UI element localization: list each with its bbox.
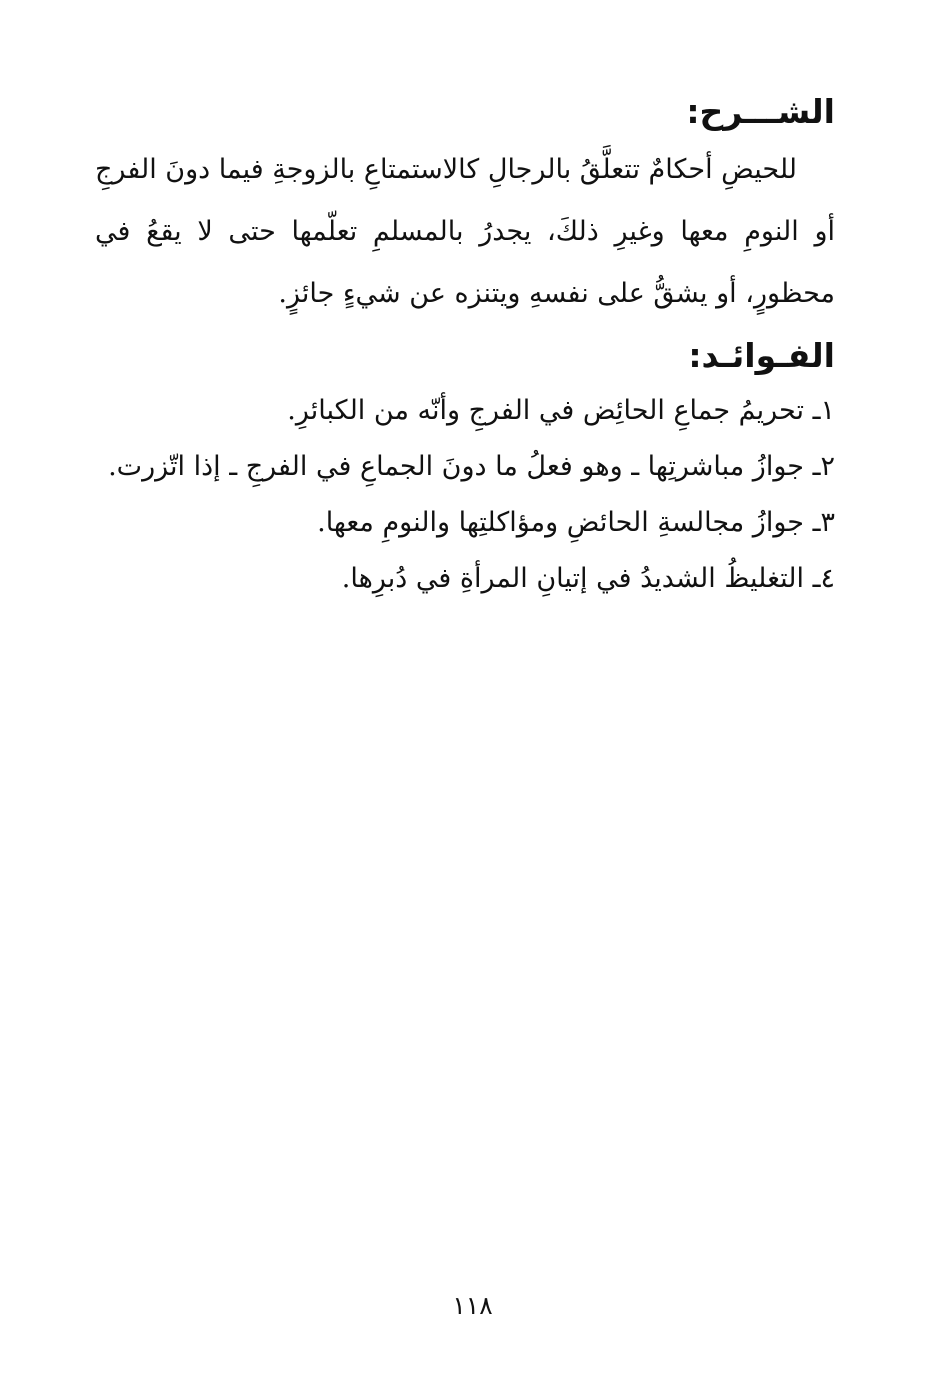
benefit-item-1: ١ـ تحريمُ جماعِ الحائِض في الفرجِ وأنّه من الكبائرِ. (287, 395, 835, 426)
benefit-item-3: ٣ـ جوازُ مجالسةِ الحائضِ ومؤاكلتِها والنومِ معها. (317, 507, 835, 538)
page-number: ١١٨ (452, 1291, 493, 1320)
benefit-item-2: ٢ـ جوازُ مباشرتِها ـ وهو فعلُ ما دونَ الجماعِ في الفرجِ ـ إذا اتّزرت. (108, 451, 835, 482)
commentary-paragraph: للحيضِ أحكامٌ تتعلَّقُ بالرجالِ كالاستمتاعِ بالزوجةِ فيما دونَ الفرجِ أو النومِ معها وغيرِ ذلكَ، يجدرُ بالمسلمِ تعلّمها حتى لا يقعُ في محظورٍ، أو يشقُّ على نفسهِ ويتنزه عن شيءٍ جائزٍ. (95, 154, 835, 309)
benefits-heading: الفـوائـد: (688, 336, 835, 375)
commentary-heading: الشـــرح: (686, 92, 835, 131)
benefit-item-4: ٤ـ التغليظُ الشديدُ في إتيانِ المرأةِ في دُبرِها. (341, 563, 835, 594)
page-body (95, 85, 835, 607)
benefits-list (95, 383, 835, 607)
